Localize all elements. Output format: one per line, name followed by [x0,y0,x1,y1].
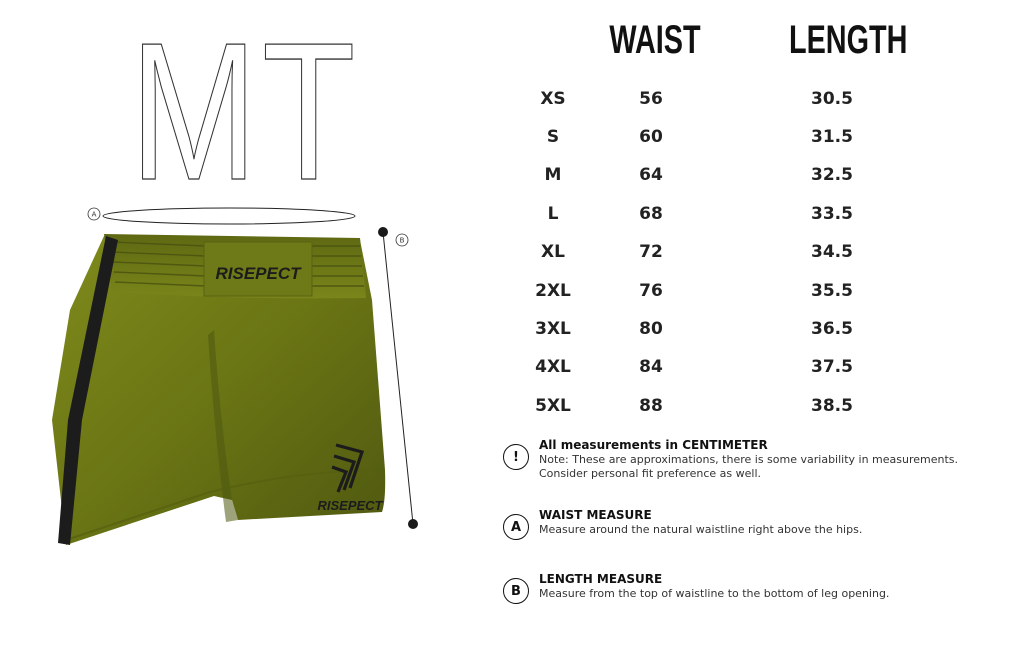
note-line: Consider personal fit preference as well. [539,467,762,480]
length-end-dot [408,519,418,529]
waist-cell: 84 [639,357,663,377]
waist-cell: 72 [639,242,663,262]
note-line: Measure from the top of waistline to the bottom of leg opening. [539,587,890,600]
length-cell: 35.5 [811,281,853,301]
table-row [500,165,920,195]
waist-cell: 68 [639,204,663,224]
table-row [500,204,920,234]
waist-a-label: A [91,210,97,219]
size-cell: 2XL [535,281,571,301]
waist-cell: 60 [639,127,663,147]
waist-cell: 56 [639,89,663,109]
waist-cell: 64 [639,165,663,185]
note-title: WAIST MEASURE [539,508,652,522]
length-b-icon: B [503,578,529,604]
note-text [539,453,958,481]
size-cell: XL [541,242,565,262]
waist-cell: 76 [639,281,663,301]
size-cell: 3XL [535,319,571,339]
length-line [383,232,413,524]
note-line: Measure around the natural waistline right above the hips. [539,523,863,536]
length-cell: 34.5 [811,242,853,262]
shorts-illustration [0,190,440,570]
size-cell: M [544,165,562,185]
waist-header: WAIST [609,18,701,62]
note-text [539,587,889,601]
length-cell: 38.5 [811,396,853,416]
waist-marker [88,208,355,224]
length-cell: 30.5 [811,89,853,109]
length-cell: 37.5 [811,357,853,377]
table-row [500,89,920,119]
size-cell: XS [540,89,566,109]
size-cell: 4XL [535,357,571,377]
waist-cell: 88 [639,396,663,416]
length-b-label: B [399,236,405,245]
size-cell: 5XL [535,396,571,416]
note-line: Note: These are approximations, there is some variability in measurements. [539,453,959,466]
length-cell: 31.5 [811,127,853,147]
waistband-brand: RISEPECT [215,264,301,283]
table-row [500,357,920,387]
note-text [539,523,862,537]
size-title: MT [130,2,361,221]
shorts [52,234,385,545]
waist-ellipse [103,208,355,224]
waist-cell: 80 [639,319,663,339]
table-row [500,281,920,311]
size-cell: L [547,204,559,224]
table-row [500,242,920,272]
waist-a-icon: A [503,514,529,540]
length-cell: 36.5 [811,319,853,339]
length-start-dot [378,227,388,237]
table-row [500,319,920,349]
length-cell: 32.5 [811,165,853,185]
note-title: All measurements in CENTIMETER [539,438,768,452]
length-header: LENGTH [789,18,908,62]
size-cell: S [546,127,560,147]
note-title: LENGTH MEASURE [539,572,663,586]
info-icon: ! [503,444,529,470]
leg-brand: RISEPECT [317,498,383,513]
table-row [500,396,920,426]
table-row [500,127,920,157]
length-cell: 33.5 [811,204,853,224]
